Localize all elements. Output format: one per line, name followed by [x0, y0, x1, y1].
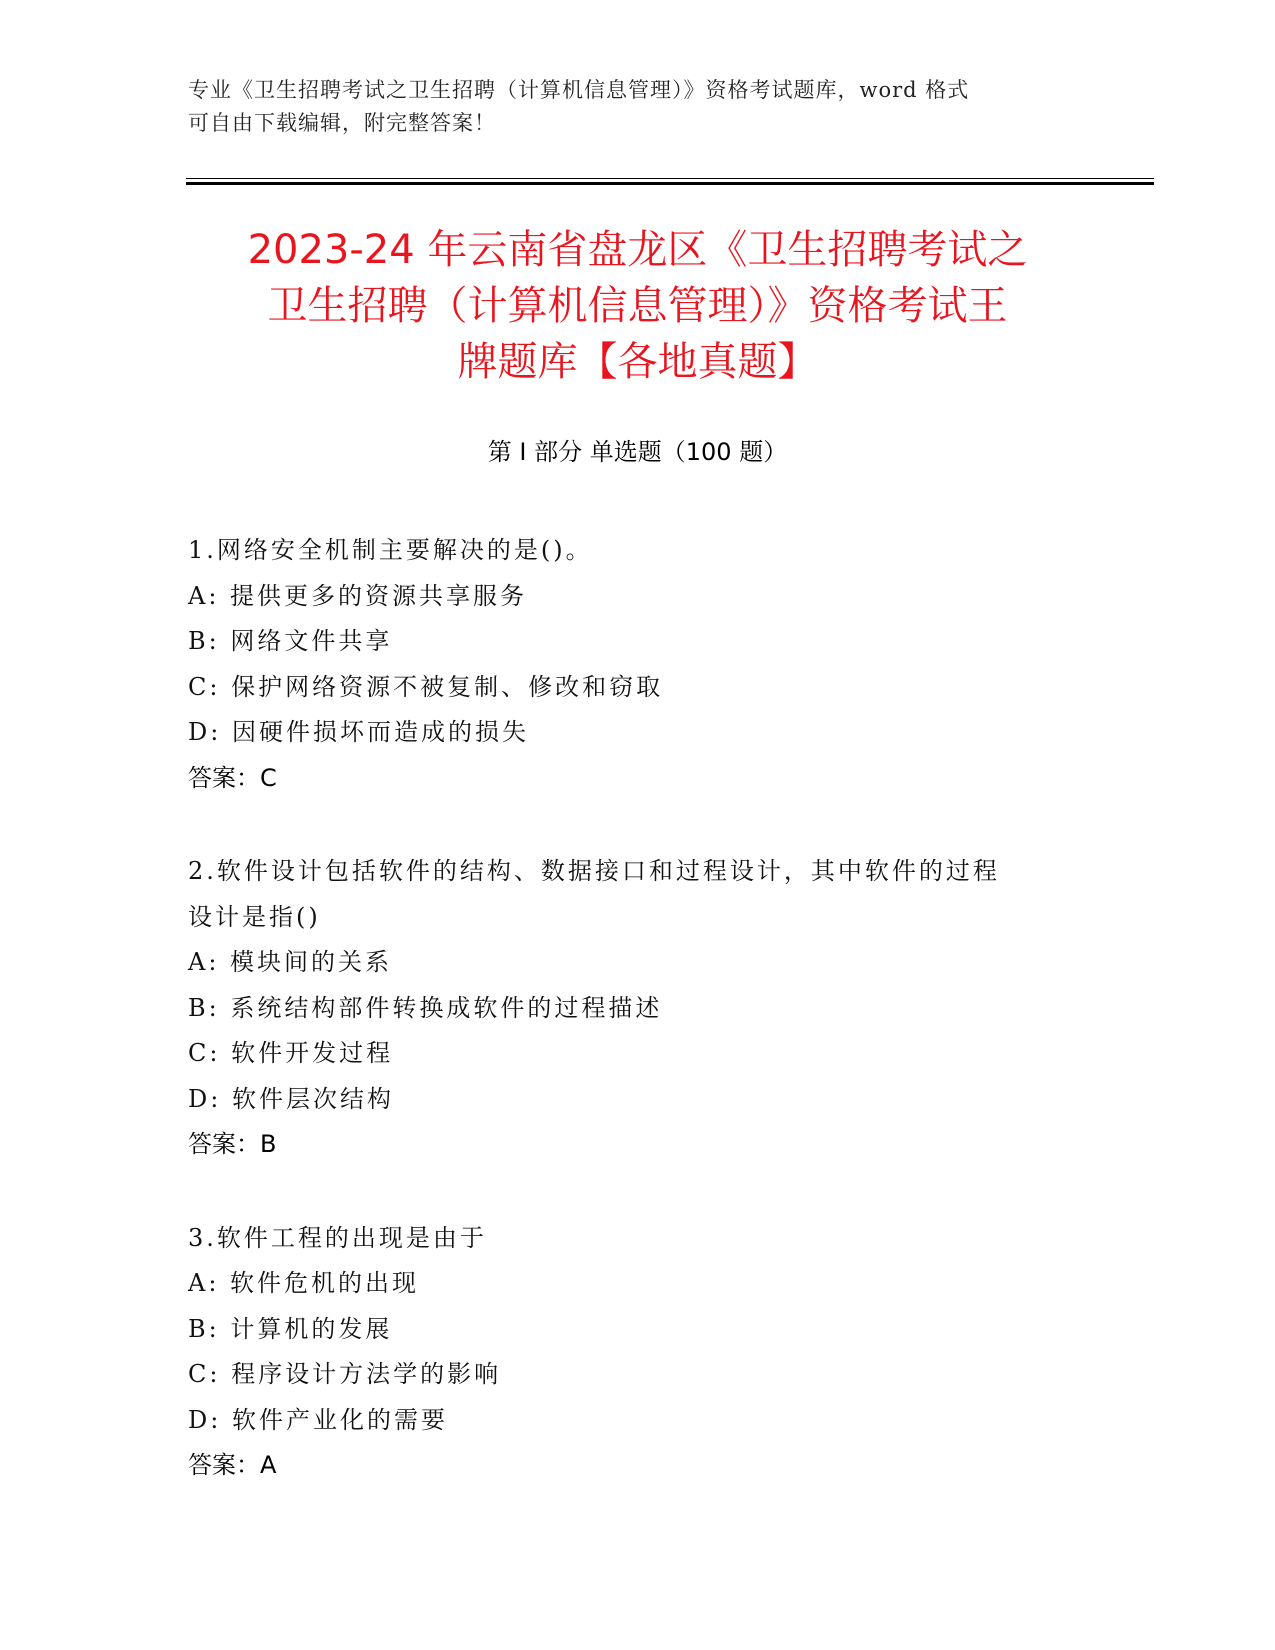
header-note-line-2: 可自由下载编辑，附完整答案！	[188, 111, 496, 135]
option-a: A: 软件危机的出现	[188, 1269, 420, 1297]
section-heading: 第 I 部分 单选题（100 题）	[487, 438, 788, 466]
header-note-line-1: 专业《卫生招聘考试之卫生招聘（计算机信息管理）》资格考试题库，word 格式	[188, 78, 970, 102]
option-b: B: 计算机的发展	[188, 1314, 393, 1343]
option-a: A: 模块间的关系	[188, 948, 393, 976]
question-stem: 2.软件设计包括软件的结构、数据接口和过程设计，其中软件的过程	[188, 857, 1000, 885]
title-line-2: 卫生招聘（计算机信息管理）》资格考试王	[267, 283, 1008, 329]
question-1	[188, 528, 1088, 801]
question-3	[188, 1216, 1088, 1489]
document-title	[150, 222, 1125, 390]
option-d: D: 因硬件损坏而造成的损失	[188, 718, 529, 746]
question-list	[188, 528, 1088, 1537]
answer: 答案：B	[188, 1130, 277, 1158]
option-b: B: 网络文件共享	[188, 627, 393, 655]
title-line-3: 牌题库【各地真题】	[457, 339, 818, 385]
option-c: C: 软件开发过程	[188, 1039, 394, 1067]
question-stem: 3.软件工程的出现是由于	[188, 1223, 487, 1252]
answer: 答案：C	[188, 763, 277, 792]
title-line-1: 2023-24 年云南省盘龙区《卫生招聘考试之	[247, 227, 1028, 273]
header-note	[188, 74, 1088, 140]
option-d: D: 软件产业化的需要	[188, 1405, 448, 1434]
option-d: D: 软件层次结构	[188, 1084, 394, 1113]
option-c: C: 程序设计方法学的影响	[188, 1360, 502, 1388]
answer: 答案：A	[188, 1451, 277, 1479]
question-stem-continued: 设计是指()	[188, 902, 321, 931]
question-stem: 1.网络安全机制主要解决的是()。	[188, 536, 593, 564]
option-c: C: 保护网络资源不被复制、修改和窃取	[188, 672, 664, 701]
header-divider-thin	[186, 178, 1154, 179]
option-b: B: 系统结构部件转换成软件的过程描述	[188, 993, 663, 1022]
option-a: A: 提供更多的资源共享服务	[188, 581, 528, 610]
question-2	[188, 849, 1088, 1168]
header-divider-thick	[186, 182, 1154, 185]
